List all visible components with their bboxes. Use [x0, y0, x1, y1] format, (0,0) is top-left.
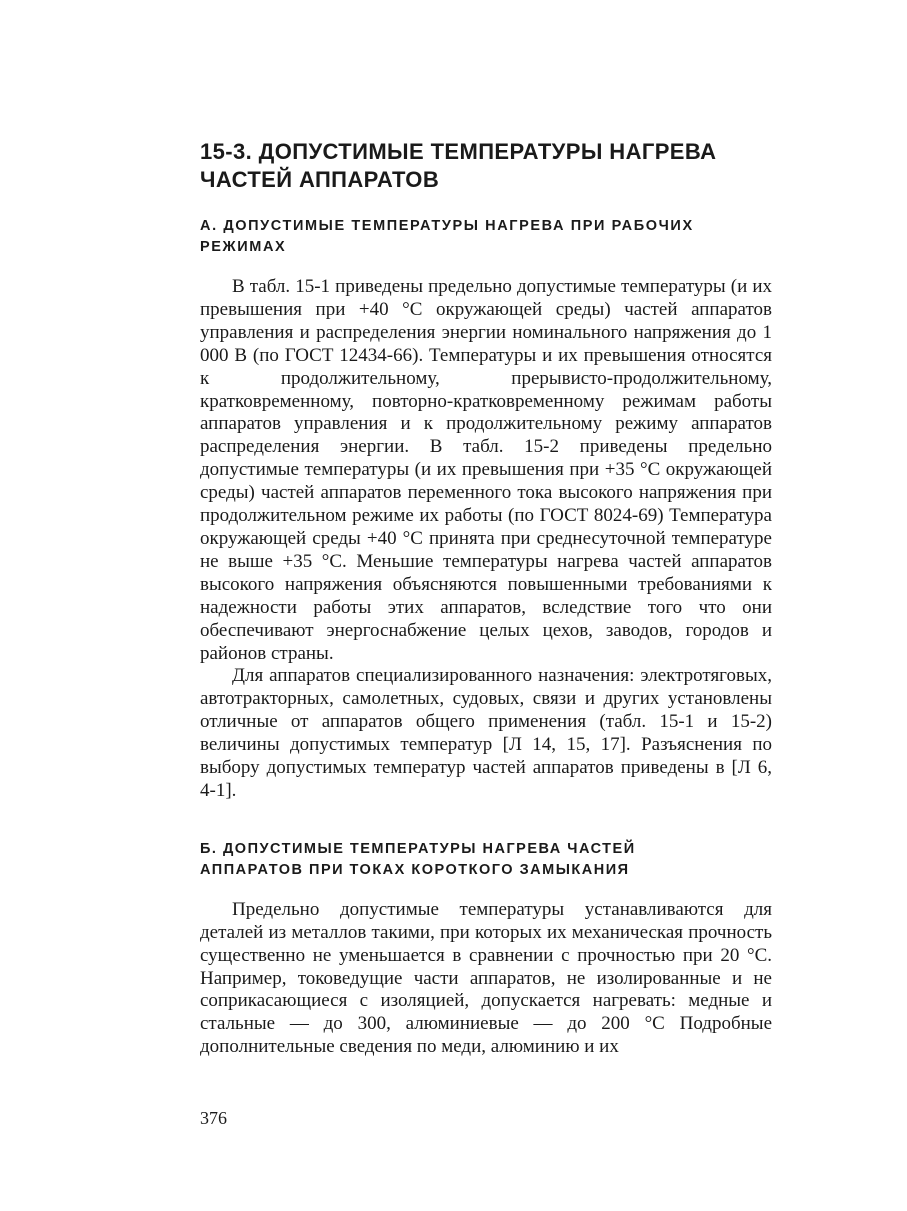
page-number: 376: [200, 1108, 227, 1128]
page-content: [200, 138, 772, 1059]
subsection-b-title-line-2: АППАРАТОВ ПРИ ТОКАХ КОРОТКОГО ЗАМЫКАНИЯ: [200, 861, 630, 878]
section-title: [200, 138, 772, 194]
subsection-b-paragraph-1: Предельно допустимые температуры устанавливаются для деталей из металлов такими, при которых их механическая прочность существенно не уменьшается в сравнении с прочностью при 20 °С. Например, токоведущие части аппаратов, не изолированные и не соприкасающиеся с изоляцией, допускается нагревать: медные и стальные — до 300, алюминиевые — до 200 °С Подробные дополнительные сведения по меди, алюминию и их: [200, 898, 772, 1058]
subsection-a-title: [200, 216, 772, 258]
section-title-line-1: 15-3. ДОПУСТИМЫЕ ТЕМПЕРАТУРЫ НАГРЕВА: [200, 139, 717, 164]
subsection-a-title-line-2: РЕЖИМАХ: [200, 239, 287, 255]
subsection-b-title-line-1: Б. ДОПУСТИМЫЕ ТЕМПЕРАТУРЫ НАГРЕВА ЧАСТЕЙ: [200, 840, 636, 857]
subsection-a-paragraph-1: В табл. 15-1 приведены предельно допустимые температуры (и их превышения при +40 °С окружающей среды) частей аппаратов управления и распределения энергии номинального напряжения до 1 000 В (по ГОСТ 12434-66). Температуры и их превышения относятся к продолжительному, прерывисто-продолжительному, кратковременному, повторно-кратковременному режимам работы аппаратов управления и к продолжительному режиму аппаратов распределения энергии. В табл. 15-2 приведены предельно допустимые температуры (и их превышения при +35 °С окружающей среды) частей аппаратов переменного тока высокого напряжения при продолжительном режиме их работы (по ГОСТ 8024-69) Температура окружающей среды +40 °С принята при среднесуточной температуре не выше +35 °С. Меньшие температуры нагрева частей аппаратов высокого напряжения объясняются повышенными требованиями к надежности работы этих аппаратов, вследствие того что они обеспечивают энергоснабжение целых цехов, заводов, городов и районов страны.: [200, 276, 772, 664]
section-title-line-2: ЧАСТЕЙ АППАРАТОВ: [200, 167, 440, 192]
subsection-a-paragraph-2: Для аппаратов специализированного назначения: электротяговых, автотракторных, самолетных, судовых, связи и других установлены отличные от аппаратов общего применения (табл. 15-1 и 15-2) величины допустимых температур [Л 14, 15, 17]. Разъяснения по выбору допустимых температур частей аппаратов приведены в [Л 6, 4-1].: [200, 665, 772, 801]
subsection-b-title: [200, 839, 772, 881]
subsection-a-title-line-1: А. ДОПУСТИМЫЕ ТЕМПЕРАТУРЫ НАГРЕВА ПРИ РАБОЧИХ: [200, 218, 694, 234]
